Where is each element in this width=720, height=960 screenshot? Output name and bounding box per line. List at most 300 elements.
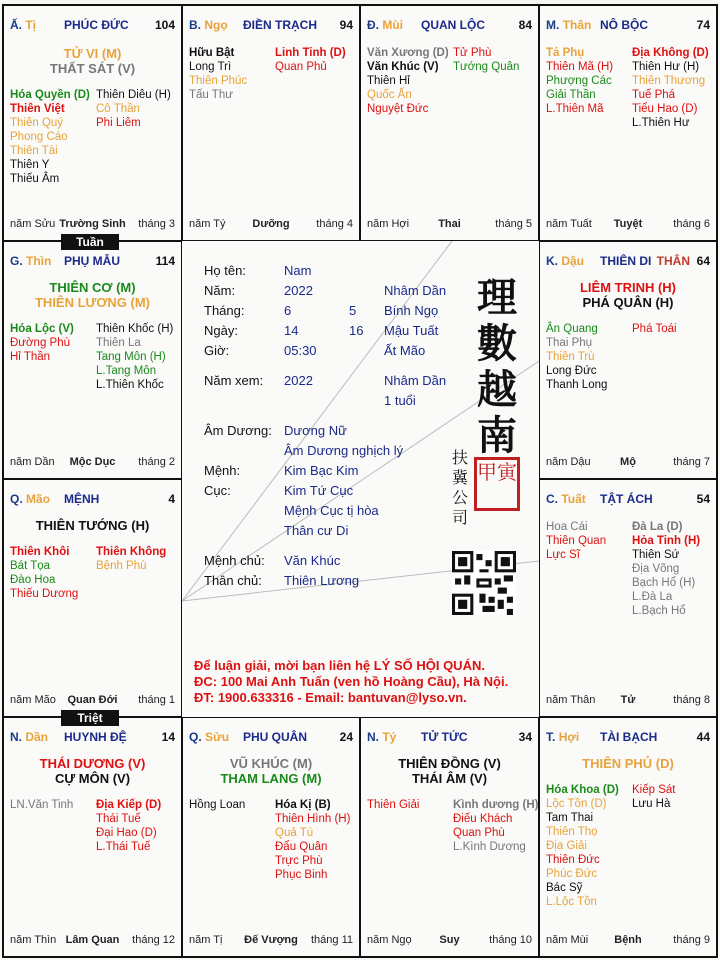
main-star: THIÊN ĐỒNG (V) bbox=[398, 756, 501, 771]
contact-line-1: Để luận giải, mời bạn liên hệ LÝ SỐ HỘI QUÁN. bbox=[194, 658, 485, 673]
label-nam-xem: Năm xem: bbox=[204, 373, 264, 388]
value-thang-can: Bính Ngọ bbox=[384, 303, 439, 318]
stars-right bbox=[632, 783, 675, 811]
callig-char: 數 bbox=[477, 320, 517, 367]
value-gio-can: Ất Mão bbox=[384, 343, 426, 358]
month-label: tháng 11 bbox=[310, 934, 353, 946]
life-stage: Lâm Quan bbox=[65, 934, 120, 946]
value-nam-can: Nhâm Dần bbox=[384, 283, 447, 298]
palace-tys bbox=[359, 716, 540, 958]
stars-left bbox=[189, 798, 245, 812]
palace-footer bbox=[10, 218, 175, 232]
value-gio: 05:30 bbox=[284, 343, 317, 358]
palace-name: MỆNH bbox=[64, 492, 100, 506]
palace-than bbox=[538, 4, 718, 242]
palace-number: 104 bbox=[154, 18, 175, 32]
year-label: năm Sửu bbox=[10, 218, 56, 230]
value-nam: 2022 bbox=[284, 283, 313, 298]
life-stage: Mộc Dục bbox=[69, 456, 116, 468]
value-cuc-2: Mệnh Cục tị hòa bbox=[284, 503, 379, 518]
value-menh: Kim Bạc Kim bbox=[284, 463, 359, 478]
stars-left bbox=[367, 798, 419, 812]
minor-star: Thiên La bbox=[96, 337, 141, 349]
minor-star: Đẩu Quân bbox=[275, 841, 328, 853]
branch-label bbox=[10, 492, 50, 506]
minor-star: Tả Phụ bbox=[546, 47, 585, 59]
palace-header bbox=[546, 730, 710, 746]
minor-star: Tướng Quân bbox=[453, 61, 520, 73]
label-thang: Tháng: bbox=[204, 303, 245, 318]
minor-star: Lộc Tồn (D) bbox=[546, 798, 607, 810]
life-stage: Quan Đới bbox=[67, 694, 118, 706]
palace-name: TÀI BẠCH bbox=[600, 730, 658, 744]
minor-star: Thiên Phúc bbox=[189, 75, 248, 87]
stars-left bbox=[10, 545, 78, 601]
branch-chi: Mùi bbox=[382, 18, 404, 32]
palace-thin bbox=[2, 240, 183, 480]
minor-star: L.Thiên Mã bbox=[546, 103, 604, 115]
palace-name: HUYNH ĐỆ bbox=[64, 730, 127, 744]
minor-star: Thiên Quan bbox=[546, 535, 607, 547]
minor-star: Long Trì bbox=[189, 61, 232, 73]
minor-star: Long Đức bbox=[546, 365, 597, 377]
branch-chi: Sửu bbox=[205, 730, 230, 744]
life-stage: Tuyệt bbox=[613, 218, 643, 230]
branch-can: N. bbox=[367, 730, 379, 744]
minor-star: Thiên Sứ bbox=[632, 549, 680, 561]
branch-can: Q. bbox=[189, 730, 202, 744]
minor-star: Thiên Tài bbox=[10, 145, 58, 157]
minor-star: Hồng Loan bbox=[189, 799, 246, 811]
month-label: tháng 10 bbox=[489, 934, 532, 946]
palace-header bbox=[546, 18, 710, 34]
branch-chi: Mão bbox=[26, 492, 51, 506]
minor-star: L.Thiên Khốc bbox=[96, 379, 164, 391]
minor-star: Văn Khúc (V) bbox=[367, 61, 439, 73]
stars-left bbox=[10, 798, 73, 812]
main-star: THAM LANG (M) bbox=[220, 771, 322, 786]
minor-star: Bệnh Phù bbox=[96, 560, 147, 572]
callig-char: 越 bbox=[477, 366, 517, 413]
palace-header bbox=[10, 254, 175, 270]
stars-left bbox=[367, 46, 449, 116]
contact-line-3: ĐT: 1900.633316 - Email: bantuvan@lyso.vn. bbox=[194, 690, 467, 705]
minor-star: Thiên Hình (H) bbox=[275, 813, 351, 825]
minor-star: Thai Phụ bbox=[546, 337, 593, 349]
stars-left bbox=[546, 520, 606, 562]
minor-star: Đà La (D) bbox=[632, 521, 683, 533]
minor-star: Hóa Lộc (V) bbox=[10, 323, 74, 335]
branch-can: Ấ. bbox=[10, 18, 22, 32]
label-cuc: Cục: bbox=[204, 483, 231, 498]
minor-star: Đường Phù bbox=[10, 337, 70, 349]
stars-right bbox=[632, 322, 677, 336]
palace-header bbox=[546, 254, 710, 270]
minor-star: Thiên Khốc (H) bbox=[96, 323, 174, 335]
contact-line-2: ĐC: 100 Mai Anh Tuấn (ven hồ Hoàng Cầu), Hà Nội. bbox=[194, 674, 509, 689]
value-cuc-3: Thân cư Di bbox=[284, 523, 349, 538]
minor-star: Thiếu Âm bbox=[10, 173, 60, 185]
minor-star: Nguyệt Đức bbox=[367, 103, 429, 115]
palace-name: QUAN LỘC bbox=[421, 18, 485, 32]
small-char: 司 bbox=[451, 508, 468, 527]
life-stage: Trường Sinh bbox=[59, 218, 126, 230]
palace-tuat bbox=[538, 478, 718, 718]
stars-left bbox=[189, 46, 247, 102]
palace-number: 44 bbox=[696, 730, 710, 744]
branch-can: C. bbox=[546, 492, 558, 506]
month-label: tháng 12 bbox=[132, 934, 175, 946]
stars-right bbox=[275, 46, 346, 74]
year-label: năm Ngọ bbox=[367, 934, 412, 946]
branch-chi: Hợi bbox=[558, 730, 580, 744]
palace-footer bbox=[546, 694, 710, 708]
palace-dan bbox=[2, 716, 183, 958]
palace-name: ĐIỀN TRẠCH bbox=[243, 18, 317, 32]
stars-left bbox=[546, 783, 619, 909]
minor-star: Quốc Ấn bbox=[367, 89, 412, 101]
branch-label bbox=[189, 730, 229, 744]
minor-star: Hữu Bật bbox=[189, 47, 235, 59]
year-label: năm Mùi bbox=[546, 934, 589, 946]
month-label: tháng 3 bbox=[138, 218, 175, 230]
palace-name: PHỤ MẪU bbox=[64, 254, 120, 268]
value-menh-chu: Văn Khúc bbox=[284, 553, 341, 568]
palace-name: NÔ BỘC bbox=[600, 18, 648, 32]
year-label: năm Tý bbox=[189, 218, 226, 230]
palace-footer bbox=[189, 934, 353, 948]
triet-tag: Triệt bbox=[61, 710, 119, 726]
branch-label bbox=[367, 18, 403, 32]
than-tag: THÂN bbox=[656, 254, 690, 268]
palace-header bbox=[10, 730, 175, 746]
stars-left bbox=[10, 322, 74, 364]
branch-label bbox=[367, 730, 396, 744]
branch-can: B. bbox=[189, 18, 201, 32]
minor-star: Phúc Đức bbox=[546, 868, 598, 880]
minor-star: Địa Kiếp (D) bbox=[96, 799, 162, 811]
month-label: tháng 4 bbox=[316, 218, 353, 230]
palace-name: PHU QUÂN bbox=[243, 730, 308, 744]
life-stage: Tử bbox=[620, 694, 636, 706]
branch-chi: Dần bbox=[25, 730, 49, 744]
main-star: LIÊM TRINH (H) bbox=[579, 280, 677, 295]
palace-dau bbox=[538, 240, 718, 480]
minor-star: Tang Môn (H) bbox=[96, 351, 166, 363]
value-than-chu: Thiên Lương bbox=[284, 573, 360, 588]
minor-star: Trực Phù bbox=[275, 855, 323, 867]
branch-chi: Tý bbox=[382, 730, 397, 744]
month-label: tháng 9 bbox=[673, 934, 710, 946]
value-cuc-1: Kim Tứ Cục bbox=[284, 483, 354, 498]
palace-ty bbox=[2, 4, 183, 242]
palace-number: 64 bbox=[696, 254, 710, 268]
month-label: tháng 6 bbox=[673, 218, 710, 230]
life-stage: Suy bbox=[439, 934, 460, 946]
minor-star: Văn Xương (D) bbox=[367, 47, 449, 59]
palace-header bbox=[367, 730, 532, 746]
minor-star: Thiên Thọ bbox=[546, 826, 598, 838]
minor-star: Lưu Hà bbox=[632, 798, 671, 810]
palace-suu bbox=[181, 716, 361, 958]
small-calligraphy bbox=[450, 448, 470, 528]
minor-star: L.Bạch Hổ bbox=[632, 605, 686, 617]
palace-name: THIÊN DI bbox=[600, 254, 652, 268]
minor-star: Hóa Khoa (D) bbox=[546, 784, 619, 796]
branch-can: K. bbox=[546, 254, 558, 268]
stars-right bbox=[275, 798, 350, 882]
branch-chi: Thân bbox=[562, 18, 592, 32]
tuan-tag: Tuần bbox=[61, 234, 119, 250]
palace-ngo bbox=[181, 4, 361, 242]
palace-footer bbox=[10, 456, 175, 470]
small-char: 冀 bbox=[451, 468, 468, 487]
palace-footer bbox=[10, 694, 175, 708]
stars-right bbox=[96, 88, 171, 130]
minor-star: Phục Binh bbox=[275, 869, 328, 881]
value-ho-ten: Nam bbox=[284, 263, 312, 278]
minor-star: Thiên Quý bbox=[10, 117, 64, 129]
palace-header bbox=[10, 492, 175, 508]
palace-footer bbox=[367, 218, 532, 232]
life-stage: Mộ bbox=[620, 456, 636, 468]
value-tuoi: 1 tuổi bbox=[384, 393, 416, 408]
life-stage: Dưỡng bbox=[252, 218, 290, 230]
small-char: 公 bbox=[451, 488, 468, 507]
main-star: THẤT SÁT (V) bbox=[49, 61, 136, 76]
life-stage: Đế Vượng bbox=[244, 934, 298, 946]
minor-star: Thiên Đức bbox=[546, 854, 600, 866]
branch-chi: Ngọ bbox=[204, 18, 228, 32]
palace-name: TỬ TỨC bbox=[421, 730, 468, 744]
stars-right bbox=[453, 46, 519, 74]
month-label: tháng 2 bbox=[138, 456, 175, 468]
palace-footer bbox=[546, 456, 710, 470]
main-star: THIÊN CƠ (M) bbox=[49, 280, 136, 295]
minor-star: Hoa Cái bbox=[546, 521, 588, 533]
palace-hoi bbox=[538, 716, 718, 958]
minor-star: Ân Quang bbox=[546, 323, 598, 335]
minor-star: Hóa Quyền (D) bbox=[10, 89, 90, 101]
palace-header bbox=[546, 492, 710, 508]
year-label: năm Hợi bbox=[367, 218, 410, 230]
minor-star: Đại Hao (D) bbox=[96, 827, 157, 839]
minor-star: L.Tang Môn bbox=[96, 365, 157, 377]
palace-number: 34 bbox=[518, 730, 532, 744]
month-label: tháng 8 bbox=[673, 694, 710, 706]
minor-star: Đào Hoa bbox=[10, 574, 56, 586]
minor-star: Thiên Trù bbox=[546, 351, 595, 363]
branch-label bbox=[546, 492, 586, 506]
branch-label bbox=[546, 730, 579, 744]
branch-label bbox=[546, 254, 584, 268]
stars-right bbox=[96, 545, 166, 573]
minor-star: Thiên Việt bbox=[10, 103, 65, 115]
minor-star: Bạch Hổ (H) bbox=[632, 577, 696, 589]
minor-star: Địa Võng bbox=[632, 563, 680, 575]
minor-star: Tuế Phá bbox=[632, 89, 676, 101]
minor-star: Tấu Thư bbox=[189, 89, 233, 101]
minor-star: Thiên Không bbox=[96, 546, 167, 558]
main-star: THÁI ÂM (V) bbox=[411, 771, 488, 786]
palace-number: 84 bbox=[518, 18, 532, 32]
palace-mao bbox=[2, 478, 183, 718]
callig-char: 南 bbox=[477, 412, 517, 459]
small-char: 扶 bbox=[451, 448, 468, 467]
minor-star: Quan Phủ bbox=[275, 61, 327, 73]
qr-code[interactable] bbox=[452, 551, 516, 615]
branch-label bbox=[546, 18, 591, 32]
branch-label bbox=[189, 18, 228, 32]
minor-star: Phi Liêm bbox=[96, 117, 141, 129]
year-label: năm Thân bbox=[546, 694, 596, 706]
value-am-duong-1: Dương Nữ bbox=[284, 423, 347, 438]
stars-right bbox=[453, 798, 538, 854]
palace-number: 114 bbox=[155, 254, 175, 268]
palace-mui bbox=[359, 4, 540, 242]
minor-star: Thiên Diêu (H) bbox=[96, 89, 171, 101]
minor-star: Phong Cáo bbox=[10, 131, 68, 143]
stars-right bbox=[632, 46, 709, 130]
minor-star: Hỏa Tinh (H) bbox=[632, 535, 701, 547]
palace-number: 94 bbox=[339, 18, 353, 32]
branch-label bbox=[10, 730, 48, 744]
life-stage: Bệnh bbox=[614, 934, 642, 946]
minor-star: Bác Sỹ bbox=[546, 882, 583, 894]
main-star: THÁI DƯƠNG (V) bbox=[39, 756, 146, 771]
year-label: năm Thìn bbox=[10, 934, 57, 946]
minor-star: Tử Phù bbox=[453, 47, 492, 59]
minor-star: Giải Thần bbox=[546, 89, 596, 101]
branch-can: Q. bbox=[10, 492, 23, 506]
minor-star: L.Thiên Hư bbox=[632, 117, 690, 129]
minor-star: Quan Phù bbox=[453, 827, 505, 839]
palace-header bbox=[189, 730, 353, 746]
main-star: CỰ MÔN (V) bbox=[54, 771, 131, 786]
minor-star: Bát Tọa bbox=[10, 560, 51, 572]
minor-star: Lực Sĩ bbox=[546, 549, 580, 561]
main-star: THIÊN TƯỚNG (H) bbox=[35, 518, 150, 533]
red-seal-stamp: 甲寅 bbox=[474, 457, 520, 511]
minor-star: Cô Thần bbox=[96, 103, 140, 115]
stars-right bbox=[96, 798, 161, 854]
stars-right bbox=[632, 520, 700, 618]
palace-footer bbox=[367, 934, 532, 948]
minor-star: Địa Không (D) bbox=[632, 47, 709, 59]
main-star: PHÁ QUÂN (H) bbox=[582, 295, 674, 310]
palace-header bbox=[10, 18, 175, 34]
palace-footer bbox=[546, 218, 710, 232]
palace-name: PHÚC ĐỨC bbox=[64, 18, 129, 32]
branch-chi: Tuất bbox=[561, 492, 586, 506]
palace-footer bbox=[546, 934, 710, 948]
palace-number: 54 bbox=[696, 492, 710, 506]
branch-can: M. bbox=[546, 18, 560, 32]
main-star: TỬ VI (M) bbox=[63, 46, 122, 61]
stars-right bbox=[96, 322, 173, 392]
minor-star: Thiên Hư (H) bbox=[632, 61, 700, 73]
branch-chi: Dậu bbox=[561, 254, 585, 268]
minor-star: Tam Thai bbox=[546, 812, 594, 824]
stars-left bbox=[546, 46, 613, 116]
minor-star: Thiên Hỉ bbox=[367, 75, 410, 87]
minor-star: Hóa Kị (B) bbox=[275, 799, 331, 811]
minor-star: Quả Tú bbox=[275, 827, 314, 839]
value-ngay-am: 16 bbox=[349, 323, 364, 338]
palace-footer bbox=[10, 934, 175, 948]
palace-header bbox=[189, 18, 353, 34]
minor-star: Thiên Y bbox=[10, 159, 50, 171]
branch-can: N. bbox=[10, 730, 22, 744]
callig-char: 理 bbox=[477, 274, 517, 321]
palace-number: 24 bbox=[339, 730, 353, 744]
month-label: tháng 7 bbox=[673, 456, 710, 468]
minor-star: Tiểu Hao (D) bbox=[632, 103, 698, 115]
year-label: năm Mão bbox=[10, 694, 56, 706]
value-nam-xem-can: Nhâm Dần bbox=[384, 373, 447, 388]
palace-number: 14 bbox=[161, 730, 175, 744]
minor-star: Địa Giải bbox=[546, 840, 587, 852]
label-ho-ten: Họ tên: bbox=[204, 263, 246, 278]
branch-can: Đ. bbox=[367, 18, 379, 32]
minor-star: Phá Toái bbox=[632, 323, 677, 335]
branch-label bbox=[10, 18, 36, 32]
minor-star: Thiên Mã (H) bbox=[546, 61, 614, 73]
label-gio: Giờ: bbox=[204, 343, 230, 358]
value-ngay-can: Mậu Tuất bbox=[384, 323, 439, 338]
palace-number: 74 bbox=[696, 18, 710, 32]
main-star: VŨ KHÚC (M) bbox=[229, 756, 313, 771]
value-nam-xem: 2022 bbox=[284, 373, 313, 388]
branch-can: G. bbox=[10, 254, 23, 268]
palace-header bbox=[367, 18, 532, 34]
label-menh-chu: Mệnh chủ: bbox=[204, 553, 265, 568]
life-stage: Thai bbox=[438, 218, 461, 230]
label-nam: Năm: bbox=[204, 283, 236, 298]
minor-star: Thiếu Dương bbox=[10, 588, 79, 600]
palace-name: TẬT ÁCH bbox=[600, 492, 653, 506]
main-star: THIÊN LƯƠNG (M) bbox=[34, 295, 151, 310]
minor-star: Hỉ Thần bbox=[10, 351, 51, 363]
minor-star: Kiếp Sát bbox=[632, 784, 676, 796]
year-label: năm Dậu bbox=[546, 456, 591, 468]
minor-star: Linh Tinh (D) bbox=[275, 47, 346, 59]
year-label: năm Tuất bbox=[546, 218, 592, 230]
value-am-duong-2: Âm Dương nghịch lý bbox=[284, 443, 404, 458]
value-thang: 6 bbox=[284, 303, 292, 318]
minor-star: Thanh Long bbox=[546, 379, 608, 391]
branch-can: T. bbox=[546, 730, 556, 744]
stars-left bbox=[10, 88, 90, 186]
month-label: tháng 1 bbox=[138, 694, 175, 706]
label-menh: Mệnh: bbox=[204, 463, 241, 478]
minor-star: Kình dương (H) bbox=[453, 799, 539, 811]
minor-star: L.Kình Dương bbox=[453, 841, 526, 853]
main-star: THIÊN PHỦ (D) bbox=[582, 756, 674, 771]
calligraphy-logo bbox=[473, 275, 521, 459]
stars-left bbox=[546, 322, 607, 392]
minor-star: LN.Văn Tinh bbox=[10, 799, 74, 811]
year-label: năm Dần bbox=[10, 456, 55, 468]
label-than-chu: Thân chủ: bbox=[204, 573, 262, 588]
minor-star: Điếu Khách bbox=[453, 813, 513, 825]
minor-star: L.Đà La bbox=[632, 591, 673, 603]
branch-chi: Tị bbox=[25, 18, 37, 32]
minor-star: Thái Tuế bbox=[96, 813, 141, 825]
year-label: năm Tị bbox=[189, 934, 223, 946]
minor-star: L.Thái Tuế bbox=[96, 841, 151, 853]
minor-star: Thiên Khôi bbox=[10, 546, 70, 558]
